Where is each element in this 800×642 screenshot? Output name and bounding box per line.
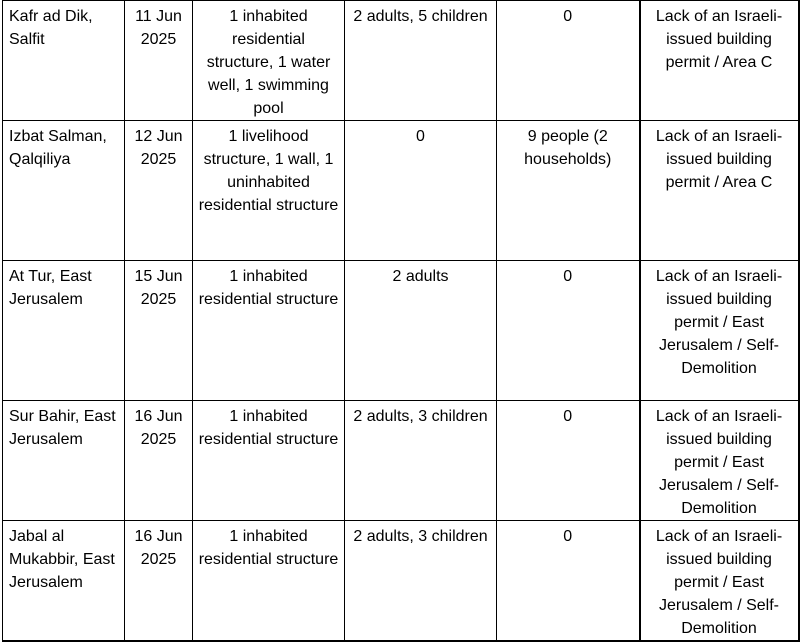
- affected-cell: 0: [497, 401, 640, 521]
- location-cell: Kafr ad Dik, Salfit: [3, 1, 125, 121]
- location-cell: Izbat Salman, Qalqiliya: [3, 121, 125, 261]
- reason-cell: Lack of an Israeli-issued building permit / Area C: [640, 1, 799, 121]
- date-cell: 12 Jun 2025: [125, 121, 193, 261]
- table-row: [3, 121, 799, 261]
- displaced-cell: 2 adults, 5 children: [345, 1, 497, 121]
- location-cell: At Tur, East Jerusalem: [3, 261, 125, 401]
- date-cell: 11 Jun 2025: [125, 1, 193, 121]
- location-cell: Sur Bahir, East Jerusalem: [3, 401, 125, 521]
- reason-cell: Lack of an Israeli-issued building permit / East Jerusalem / Self-Demolition: [640, 261, 799, 401]
- date-cell: 16 Jun 2025: [125, 401, 193, 521]
- displaced-cell: 2 adults, 3 children: [345, 521, 497, 642]
- structures-cell: 1 livelihood structure, 1 wall, 1 uninhabited residential structure: [193, 121, 345, 261]
- displaced-cell: 2 adults, 3 children: [345, 401, 497, 521]
- table-row: [3, 521, 799, 642]
- table-row: [3, 401, 799, 521]
- affected-cell: 9 people (2 households): [497, 121, 640, 261]
- table-row: [3, 261, 799, 401]
- demolitions-table: [2, 0, 800, 642]
- date-cell: 15 Jun 2025: [125, 261, 193, 401]
- affected-cell: 0: [497, 521, 640, 642]
- table-row: [3, 1, 799, 121]
- displaced-cell: 2 adults: [345, 261, 497, 401]
- structures-cell: 1 inhabited residential structure: [193, 261, 345, 401]
- structures-cell: 1 inhabited residential structure: [193, 401, 345, 521]
- reason-cell: Lack of an Israeli-issued building permit / Area C: [640, 121, 799, 261]
- reason-cell: Lack of an Israeli-issued building permit / East Jerusalem / Self-Demolition: [640, 521, 799, 642]
- reason-cell: Lack of an Israeli-issued building permit / East Jerusalem / Self-Demolition: [640, 401, 799, 521]
- date-cell: 16 Jun 2025: [125, 521, 193, 642]
- affected-cell: 0: [497, 261, 640, 401]
- structures-cell: 1 inhabited residential structure, 1 water well, 1 swimming pool: [193, 1, 345, 121]
- structures-cell: 1 inhabited residential structure: [193, 521, 345, 642]
- location-cell: Jabal al Mukabbir, East Jerusalem: [3, 521, 125, 642]
- displaced-cell: 0: [345, 121, 497, 261]
- affected-cell: 0: [497, 1, 640, 121]
